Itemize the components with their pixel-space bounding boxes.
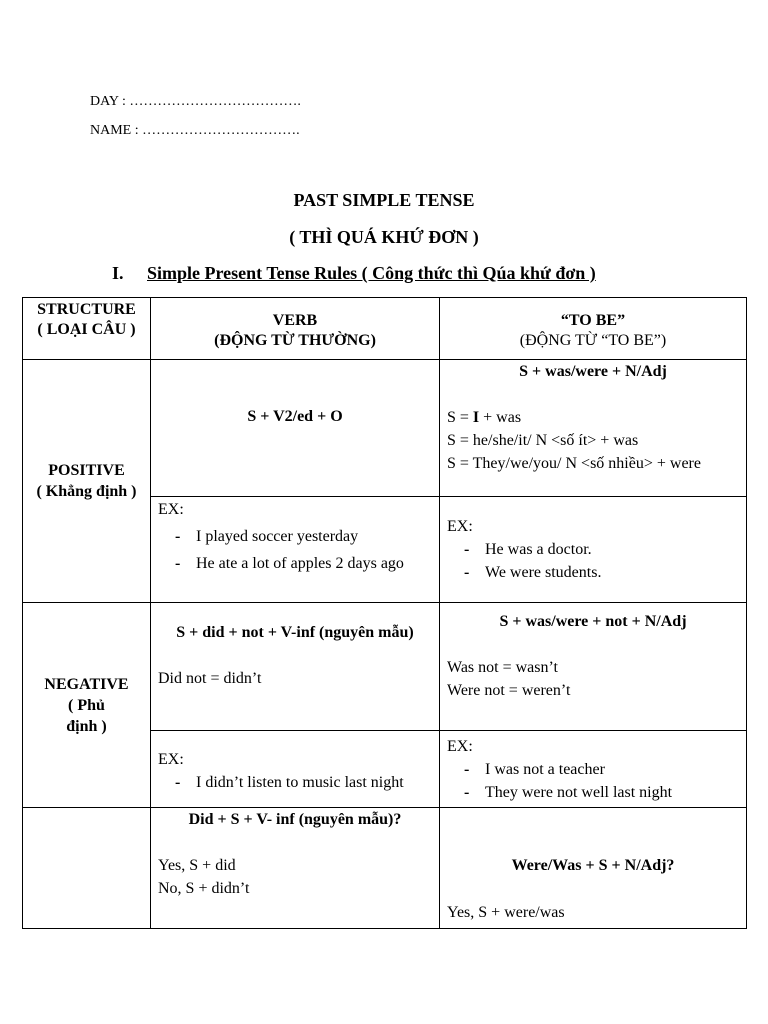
question-label	[23, 808, 151, 929]
negative-verb-note: Did not = didn’t	[158, 670, 262, 687]
question-verb-cell	[151, 808, 440, 929]
negative-label-sub1: ( Phủ	[68, 696, 105, 714]
header-verb-sub: (ĐỘNG TỪ THƯỜNG)	[214, 332, 376, 349]
positive-tobe-formula-cell	[440, 360, 747, 497]
ex-label: EX:	[158, 501, 184, 518]
positive-formula-row	[23, 360, 747, 497]
question-row	[23, 808, 747, 929]
name-field: NAME : …………………………….	[90, 123, 300, 138]
positive-verb-examples-cell	[151, 497, 440, 603]
negative-label-title: NEGATIVE	[44, 675, 129, 693]
tense-table	[22, 297, 747, 929]
section-number: I.	[112, 263, 124, 283]
list-item: - I didn’t listen to music last night	[175, 771, 439, 794]
positive-verb-example-list	[151, 523, 439, 577]
list-item: - He ate a lot of apples 2 days ago	[175, 550, 439, 577]
question-tobe-yes: Yes, S + were/was	[447, 904, 565, 921]
negative-tobe-note-was: Was not = wasn’t	[447, 659, 558, 676]
negative-tobe-note-were: Were not = weren’t	[447, 682, 571, 699]
tobe-rule-i: S = I + was	[447, 409, 522, 426]
question-verb-no: No, S + didn’t	[158, 880, 250, 897]
day-field: DAY : ……………………………….	[90, 94, 301, 109]
header-verb	[151, 298, 440, 360]
positive-label-sub: ( Khẳng định )	[36, 483, 137, 500]
list-item: - I was not a teacher	[464, 758, 746, 781]
header-tobe	[440, 298, 747, 360]
negative-tobe-example-list	[440, 758, 746, 804]
section-heading	[112, 263, 596, 284]
negative-tobe-examples-cell	[440, 731, 747, 808]
positive-label-title: POSITIVE	[48, 462, 125, 479]
positive-tobe-formula: S + was/were + N/Adj	[519, 363, 667, 380]
positive-verb-formula-cell	[151, 360, 440, 497]
tobe-rule-plural: S = They/we/you/ N <số nhiều> + were	[447, 455, 701, 472]
list-item: - We were students.	[464, 561, 746, 584]
document-subtitle: ( THÌ QUÁ KHỨ ĐƠN )	[289, 227, 479, 247]
document-title: PAST SIMPLE TENSE	[293, 190, 475, 210]
tobe-rule-singular: S = he/she/it/ N <số ít> + was	[447, 432, 639, 449]
header-tobe-title: “TO BE”	[560, 312, 626, 329]
negative-label	[23, 603, 151, 808]
ex-label: EX:	[447, 738, 473, 755]
negative-tobe-formula-cell	[440, 603, 747, 731]
header-tobe-sub: (ĐỘNG TỪ “TO BE”)	[519, 332, 667, 349]
list-item: - I played soccer yesterday	[175, 523, 439, 550]
question-verb-formula: Did + S + V- inf (nguyên mẫu)?	[188, 811, 402, 828]
table-header-row	[23, 298, 747, 360]
section-text: Simple Present Tense Rules ( Công thức thì Qúa khứ đơn )	[147, 263, 596, 283]
header-structure-sub: ( LOẠI CÂU )	[37, 321, 136, 338]
list-item: - He was a doctor.	[464, 538, 746, 561]
header-structure	[23, 298, 151, 360]
list-item: - They were not well last night	[464, 781, 746, 804]
negative-formula-row	[23, 603, 747, 731]
question-tobe-cell	[440, 808, 747, 929]
ex-label: EX:	[158, 751, 184, 768]
negative-label-sub2: định )	[66, 717, 107, 735]
negative-tobe-formula: S + was/were + not + N/Adj	[499, 613, 687, 630]
negative-verb-examples-cell	[151, 731, 440, 808]
positive-verb-formula: S + V2/ed + O	[247, 408, 343, 425]
positive-label	[23, 360, 151, 603]
header-structure-title: STRUCTURE	[37, 301, 136, 318]
negative-verb-example-list	[151, 771, 439, 794]
header-verb-title: VERB	[272, 312, 318, 329]
question-verb-yes: Yes, S + did	[158, 857, 236, 874]
ex-label: EX:	[447, 518, 473, 535]
negative-verb-formula-cell	[151, 603, 440, 731]
positive-tobe-example-list	[440, 538, 746, 584]
positive-tobe-examples-cell	[440, 497, 747, 603]
question-tobe-formula: Were/Was + S + N/Adj?	[511, 857, 675, 874]
negative-verb-formula: S + did + not + V-inf (nguyên mẫu)	[176, 624, 414, 641]
